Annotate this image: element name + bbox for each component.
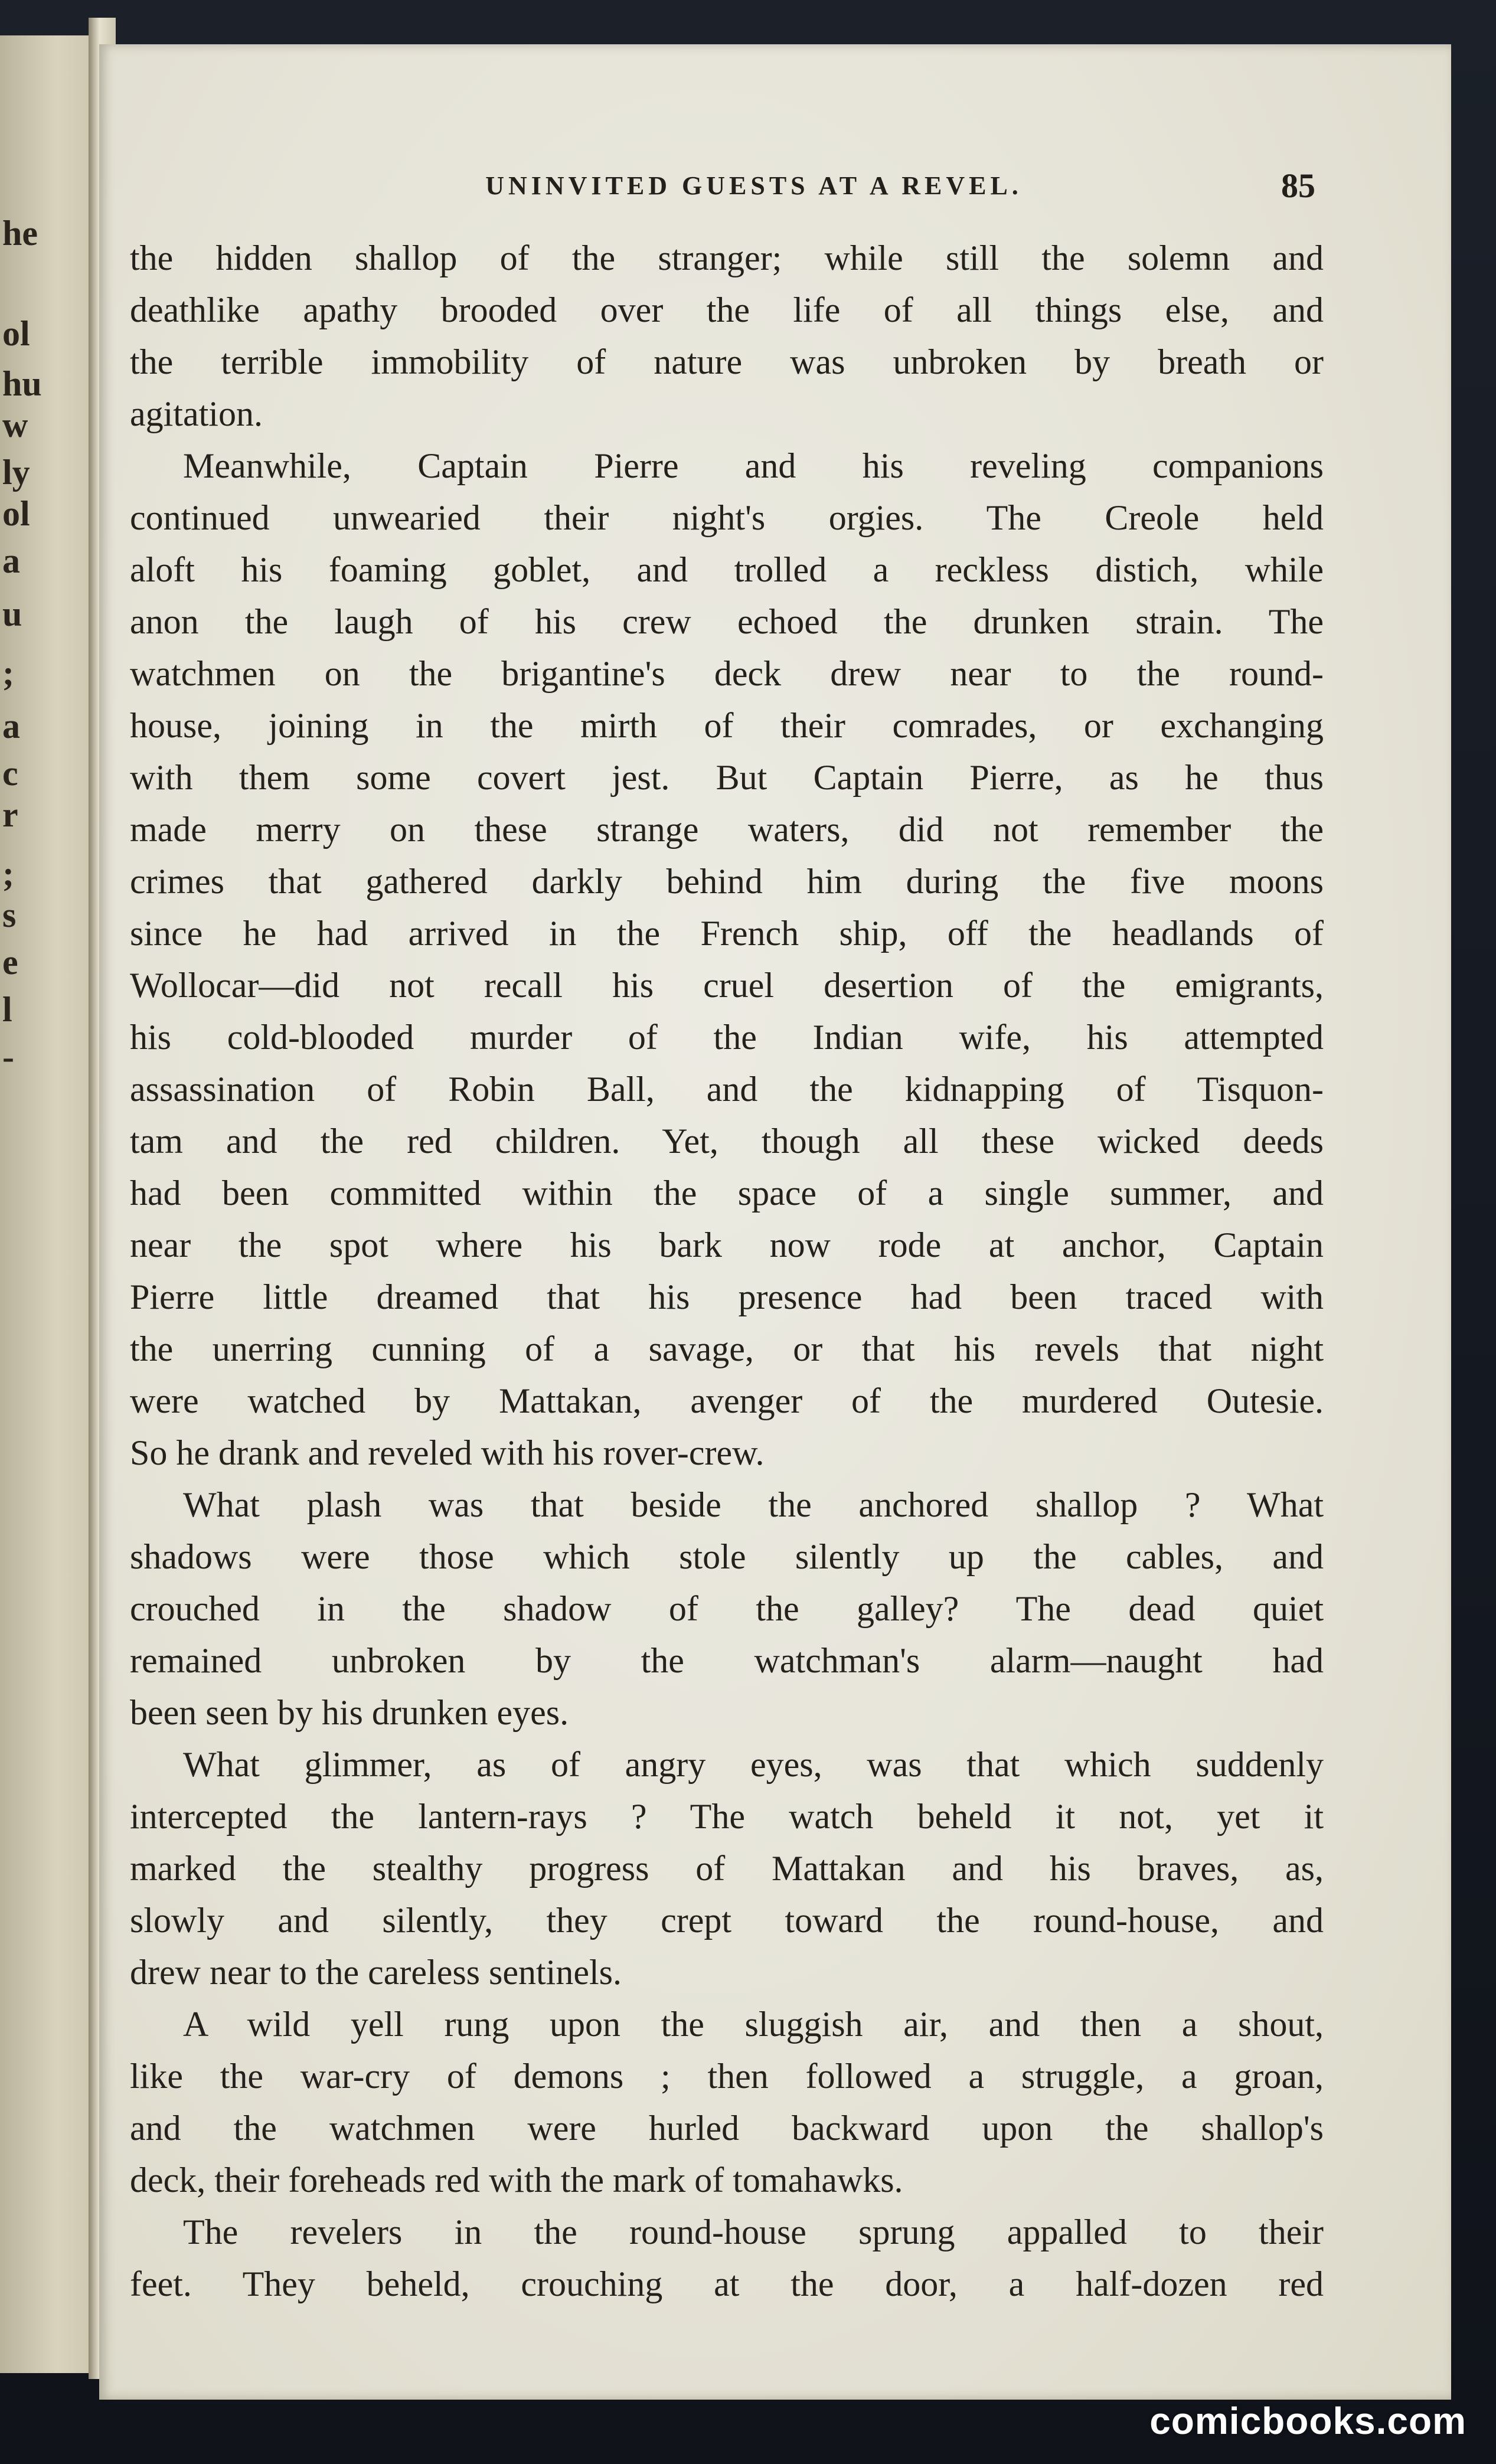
text-line: So he drank and reveled with his rover-crew. xyxy=(130,1433,765,1472)
text-line: What glimmer, as of angry eyes, was that which suddenly xyxy=(183,1745,1324,1784)
facing-page-fragment: ly xyxy=(2,453,30,492)
text-line: anon the laugh of his crew echoed the drunken strain. The xyxy=(130,602,1324,641)
text-line: were watched by Mattakan, avenger of the murdered Outesie. xyxy=(130,1381,1324,1420)
text-line: house, joining in the mirth of their comrades, or exchanging xyxy=(130,706,1324,745)
text-line: crimes that gathered darkly behind him during the five moons xyxy=(130,862,1324,901)
facing-page-fragment: r xyxy=(2,795,18,834)
facing-page-fragment: - xyxy=(2,1037,14,1076)
site-watermark: comicbooks.com xyxy=(1149,2400,1466,2442)
text-line: slowly and silently, they crept toward the round-house, and xyxy=(130,1901,1324,1940)
body-text xyxy=(130,232,1324,2310)
text-line: drew near to the careless sentinels. xyxy=(130,1953,622,1992)
text-line: agitation. xyxy=(130,394,263,433)
text-line: the unerring cunning of a savage, or that his revels that night xyxy=(130,1329,1324,1368)
text-line: and the watchmen were hurled backward upon the shallop's xyxy=(130,2109,1324,2148)
text-line: made merry on these strange waters, did not remember the xyxy=(130,810,1324,849)
facing-page-fragment: a xyxy=(2,541,20,580)
text-line: What plash was that beside the anchored shallop ? What xyxy=(183,1485,1324,1524)
page-number: 85 xyxy=(1281,166,1315,205)
text-line: aloft his foaming goblet, and trolled a reckless distich, while xyxy=(130,550,1324,589)
facing-page-fragment: ol xyxy=(2,494,30,533)
facing-page-fragment: e xyxy=(2,943,18,982)
text-line: Pierre little dreamed that his presence had been traced with xyxy=(130,1277,1324,1316)
text-line: deck, their foreheads red with the mark of tomahawks. xyxy=(130,2161,903,2200)
text-line: Meanwhile, Captain Pierre and his reveling companions xyxy=(183,446,1324,485)
facing-page-fragment: a xyxy=(2,707,20,746)
facing-page-fragment: hu xyxy=(2,364,42,403)
text-line: continued unwearied their night's orgies. The Creole held xyxy=(130,498,1324,537)
text-line: had been committed within the space of a single summer, and xyxy=(130,1174,1324,1213)
facing-page-fragment: he xyxy=(2,214,38,253)
previous-page-edge xyxy=(0,35,103,2373)
text-line: been seen by his drunken eyes. xyxy=(130,1693,569,1732)
running-head-title: UNINVITED GUESTS AT A REVEL. xyxy=(485,171,1023,200)
text-line: the terrible immobility of nature was unbroken by breath or xyxy=(130,342,1324,381)
text-line: A wild yell rung upon the sluggish air, and then a shout, xyxy=(183,2005,1324,2044)
text-line: near the spot where his bark now rode at anchor, Captain xyxy=(130,1226,1324,1264)
text-line: crouched in the shadow of the galley? The dead quiet xyxy=(130,1589,1324,1628)
text-line: shadows were those which stole silently up the cables, and xyxy=(130,1537,1324,1576)
text-line: watchmen on the brigantine's deck drew near to the round- xyxy=(130,654,1324,693)
running-head xyxy=(99,162,1451,210)
text-line: Wollocar—did not recall his cruel desertion of the emigrants, xyxy=(130,966,1324,1005)
book-page xyxy=(99,44,1451,2400)
text-line: his cold-blooded murder of the Indian wife, his attempted xyxy=(130,1018,1324,1057)
text-line: feet. They beheld, crouching at the door, a half-dozen red xyxy=(130,2264,1324,2303)
text-line: assassination of Robin Ball, and the kidnapping of Tisquon- xyxy=(130,1070,1324,1109)
facing-page-fragment: s xyxy=(2,896,17,934)
text-line: marked the stealthy progress of Mattakan and his braves, as, xyxy=(130,1849,1324,1888)
text-line: like the war-cry of demons ; then followed a struggle, a groan, xyxy=(130,2057,1324,2096)
facing-page-fragment: w xyxy=(2,406,28,445)
text-line: with them some covert jest. But Captain Pierre, as he thus xyxy=(130,758,1324,797)
facing-page-fragment: c xyxy=(2,754,18,793)
facing-page-fragment: ; xyxy=(2,653,14,692)
facing-page-fragment: l xyxy=(2,990,12,1029)
text-line: deathlike apathy brooded over the life of all things else, and xyxy=(130,290,1324,329)
text-line: intercepted the lantern-rays ? The watch beheld it not, yet it xyxy=(130,1797,1324,1836)
text-line: The revelers in the round-house sprung appalled to their xyxy=(183,2213,1324,2251)
text-line: tam and the red children. Yet, though all these wicked deeds xyxy=(130,1122,1324,1161)
text-line: remained unbroken by the watchman's alarm—naught had xyxy=(130,1641,1324,1680)
facing-page-fragment: ol xyxy=(2,314,30,353)
text-line: the hidden shallop of the stranger; while still the solemn and xyxy=(130,238,1324,277)
facing-page-fragment: ; xyxy=(2,854,14,893)
text-line: since he had arrived in the French ship, off the headlands of xyxy=(130,914,1324,953)
facing-page-fragment: u xyxy=(2,594,22,633)
